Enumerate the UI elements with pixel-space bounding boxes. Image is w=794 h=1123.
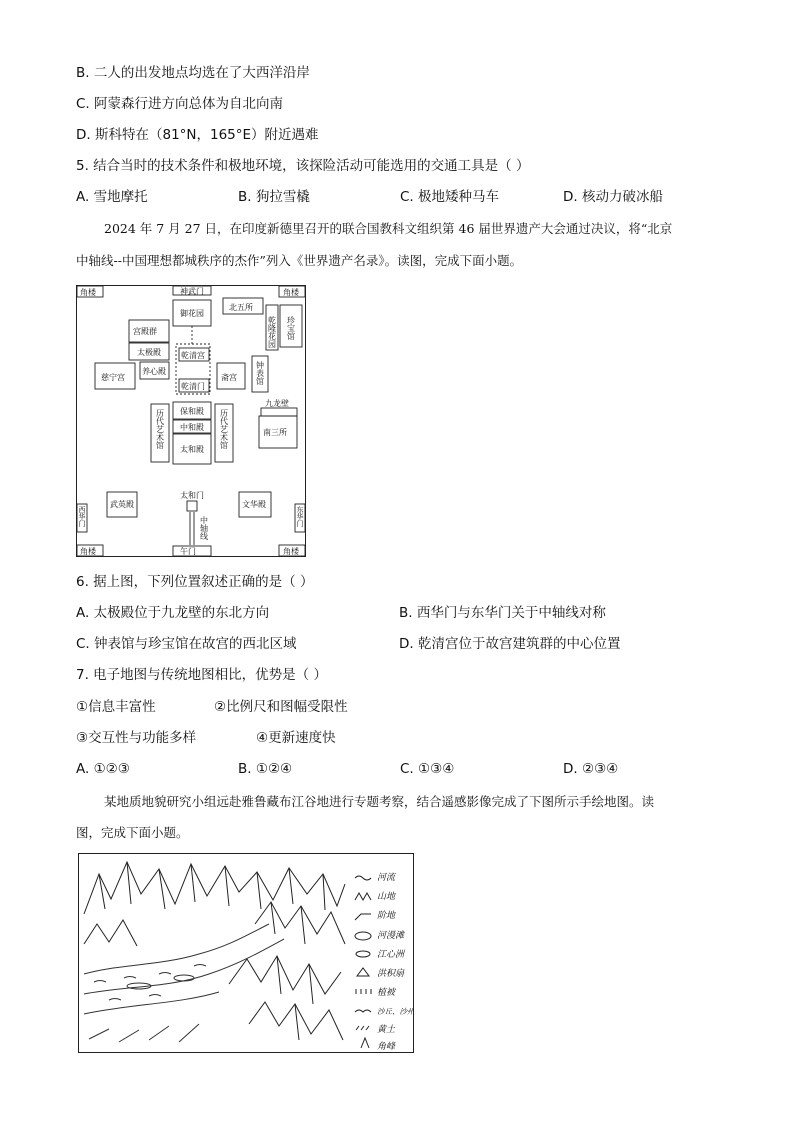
legend-label: 河漫滩: [377, 931, 405, 941]
statement-2: ②比例尺和图幅受限性: [214, 699, 348, 715]
legend-label: 黄土: [377, 1025, 396, 1035]
baohe-label: 保和殿: [180, 407, 204, 416]
corner-tower-label: 角楼: [80, 547, 96, 556]
floodplain-symbol-icon: [355, 932, 371, 940]
zhongbiao-label: 钟表馆: [255, 361, 265, 385]
art-museum-east-label: 历代艺术馆: [219, 409, 229, 449]
art-museum-west-label: 历代艺术馆: [155, 409, 165, 449]
qianqing-label: 乾清宫: [181, 351, 205, 360]
mountain-sketch: [84, 862, 345, 1040]
option-4c: C. 阿蒙森行进方向总体为自北向南: [76, 96, 284, 112]
legend-label: 江心洲: [377, 950, 405, 960]
gongdian-label: 宫殿群: [133, 327, 157, 336]
statement-4: ④更新速度快: [256, 730, 336, 746]
legend-label: 山地: [377, 892, 396, 902]
option-5d: D. 核动力破冰船: [563, 189, 663, 205]
taihe-label: 太和殿: [180, 445, 204, 454]
option-5a: A. 雪地摩托: [76, 189, 148, 205]
axis-label: 中轴线: [199, 516, 209, 540]
shenwumen-label: 神武门: [180, 287, 204, 296]
yangxin-label: 养心殿: [142, 367, 166, 376]
option-6a: A. 太极殿位于九龙壁的东北方向: [76, 605, 270, 621]
wumen-label: 午门: [180, 547, 196, 556]
qianlong-label: 乾隆花园: [267, 316, 277, 348]
legend-label: 植被: [377, 988, 396, 998]
river-sketch: [84, 924, 284, 1042]
island-symbol-icon: [356, 951, 370, 957]
intro-paragraph-1a: 2024 年 7 月 27 日，在印度新德里召开的联合国教科文组织第 46 届世界遗产大会通过决议，将“北京: [104, 221, 673, 236]
zhonghe-label: 中和殿: [180, 423, 204, 432]
corner-tower-label: 角楼: [80, 288, 96, 297]
option-4d: D. 斯科特在（81°N，165°E）附近遇难: [76, 127, 319, 143]
terrain-sketch-map: [78, 853, 414, 1053]
intro-paragraph-2a: 某地质地貌研究小组远赴雅鲁藏布江谷地进行专题考察，结合遥感影像完成了下图所示手绘地图。读: [104, 794, 655, 809]
taiji-label: 太极殿: [137, 348, 161, 357]
taihemen-label: 太和门: [180, 491, 204, 500]
option-7a: A. ①②③: [76, 761, 130, 777]
legend-label: 河流: [377, 873, 396, 883]
jiulongbi-label: 九龙壁: [265, 399, 289, 408]
mountain-symbol-icon: [355, 893, 371, 900]
question-7: 7. 电子地图与传统地图相比，优势是（ ）: [76, 667, 327, 683]
option-5c: C. 极地矮种马车: [400, 189, 500, 205]
qianqingmen-label: 乾清门: [181, 382, 205, 391]
statement-1: ①信息丰富性: [76, 699, 156, 715]
intro-paragraph-2b: 图，完成下面小题。: [76, 825, 189, 840]
statement-3: ③交互性与功能多样: [76, 730, 197, 746]
dune-symbol-icon: [355, 1010, 371, 1012]
legend-label: 洪积扇: [377, 969, 405, 979]
zhaigong-label: 斋宫: [221, 373, 237, 382]
wuying-label: 武英殿: [110, 500, 134, 509]
option-4b: B. 二人的出发地点均选在了大西洋沿岸: [76, 65, 310, 81]
xihuamen-label: 西华门: [78, 506, 86, 527]
palace-map: [76, 285, 306, 557]
intro-paragraph-1b: 中轴线--中国理想都城秩序的杰作”列入《世界遗产名录》。读图，完成下面小题。: [76, 253, 523, 268]
beiwusuo-label: 北五所: [229, 303, 253, 312]
wenhua-label: 文华殿: [242, 500, 266, 509]
corner-tower-label: 角楼: [283, 288, 299, 297]
option-7d: D. ②③④: [563, 761, 619, 777]
donghuamen-label: 东华门: [296, 506, 304, 527]
option-7c: C. ①③④: [400, 761, 455, 777]
nansan-label: 南三所: [263, 428, 287, 437]
legend-label: 角峰: [377, 1042, 396, 1052]
alluvial-fan-symbol-icon: [357, 968, 369, 976]
cining-label: 慈宁宫: [101, 373, 125, 382]
option-6c: C. 钟表馆与珍宝馆在故宫的西北区域: [76, 636, 297, 652]
option-6d: D. 乾清宫位于故宫建筑群的中心位置: [399, 636, 621, 652]
zhenbao-label: 珍宝馆: [286, 316, 296, 340]
option-5b: B. 狗拉雪橇: [238, 189, 310, 205]
question-5: 5. 结合当时的技术条件和极地环境，该探险活动可能选用的交通工具是（ ）: [76, 158, 530, 174]
map-legend: [355, 872, 413, 1052]
legend-label: 阶地: [377, 911, 396, 921]
option-6b: B. 西华门与东华门关于中轴线对称: [399, 605, 606, 621]
terrace-symbol-icon: [355, 914, 371, 920]
corner-tower-label: 角楼: [283, 547, 299, 556]
yuhuayuan-label: 御花园: [180, 309, 204, 318]
vegetation-symbol-icon: [356, 989, 371, 994]
horn-peak-symbol-icon: [361, 1038, 369, 1048]
legend-label: 沙丘、沙州: [377, 1007, 413, 1016]
river-symbol-icon: [355, 876, 371, 880]
question-6: 6. 据上图，下列位置叙述正确的是（ ）: [76, 574, 314, 590]
loess-symbol-icon: [356, 1026, 369, 1030]
option-7b: B. ①②④: [238, 761, 293, 777]
